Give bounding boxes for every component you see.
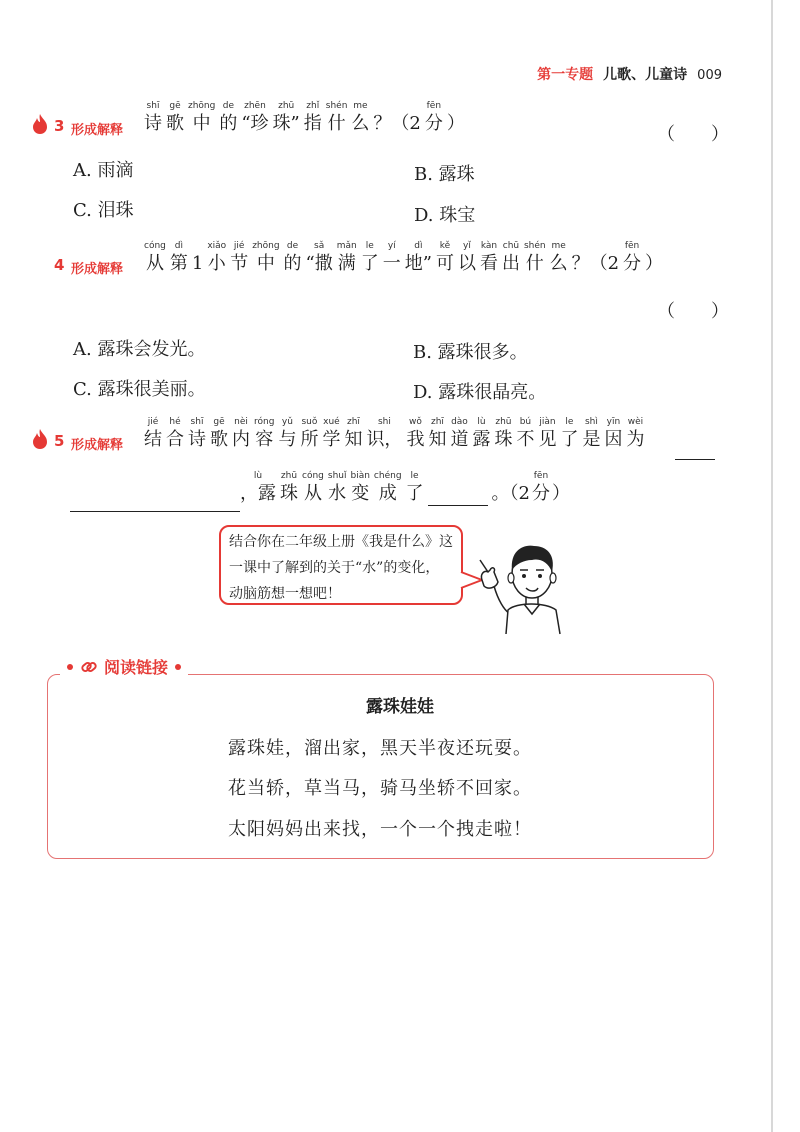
option-a[interactable]: A. 露珠会发光。 [73, 339, 206, 360]
poem-line: 花当轿，草当马，骑马坐轿不回家。 [228, 778, 532, 799]
pinyin-char: lù 露 [472, 417, 491, 450]
pinyin-char: le 了 [405, 471, 424, 504]
pinyin-char: suǒ 所 [300, 417, 319, 450]
answer-blank[interactable] [70, 493, 240, 512]
poem-title: 露珠娃娃 [366, 697, 434, 717]
link-icon [80, 658, 98, 676]
pinyin-char: 。（2 [491, 483, 530, 504]
pinyin-char: nèi 内 [232, 417, 250, 450]
section-label: 第一专题 [537, 67, 594, 83]
option-a[interactable]: A. 雨滴 [73, 160, 134, 181]
answer-paren[interactable]: （ ） [657, 124, 729, 145]
reading-tag [60, 655, 188, 678]
pinyin-char: chū 出 [501, 241, 520, 274]
question-tag: 形成解释 [71, 123, 124, 138]
poem-line: 太阳妈妈出来找，一个一个拽走啦！ [228, 819, 532, 840]
pinyin-char: zhū 珠” [272, 101, 300, 134]
option-d[interactable]: D. 珠宝 [414, 205, 476, 226]
pinyin-char: fēn 分 [531, 471, 550, 504]
pinyin-char: fēn 分 [623, 241, 642, 274]
pinyin-char: jié 结 [144, 417, 162, 450]
pinyin-char: shī 诗 [144, 101, 162, 134]
pinyin-char: róng 容 [254, 417, 275, 450]
pinyin-char: zhēn “珍 [241, 101, 269, 134]
flame-icon [32, 114, 48, 134]
pinyin-char: gē 歌 [210, 417, 228, 450]
pinyin-char: lù ，露 [240, 471, 276, 504]
pinyin-char: jiàn 见 [538, 417, 557, 450]
pinyin-char: cóng 从 [302, 471, 324, 504]
question-number: 3 [54, 117, 65, 135]
question-number: 5 [54, 432, 65, 450]
pinyin-char: de 的 [219, 101, 238, 134]
pinyin-char: shén 什 [325, 101, 348, 134]
pinyin-char: dì 地” [404, 241, 432, 274]
option-c[interactable]: C. 露珠很美丽。 [73, 379, 206, 400]
question-text-cont [240, 470, 572, 506]
page-edge [771, 0, 773, 1132]
pinyin-char: kàn 看 [479, 241, 498, 274]
question-tag: 形成解释 [71, 262, 124, 277]
pinyin-char: wǒ 我 [406, 417, 425, 450]
pinyin-char: ） [645, 253, 664, 274]
pinyin-char: xiǎo 小 [207, 241, 227, 274]
pinyin-char: bú 不 [516, 417, 535, 450]
dot-icon [66, 663, 74, 671]
pinyin-char: ） [551, 483, 570, 504]
pinyin-char: zhōng 中 [188, 101, 216, 134]
pinyin-char: shi 识， [366, 417, 403, 450]
pinyin-char: yīn 因 [604, 417, 623, 450]
pinyin-char: jié 节 [230, 241, 249, 274]
pinyin-char: kě 可 [435, 241, 454, 274]
option-c[interactable]: C. 泪珠 [73, 200, 134, 221]
reading-label: 阅读链接 [104, 658, 169, 677]
flame-icon [32, 429, 48, 449]
pinyin-char: shuǐ 水 [327, 471, 347, 504]
question-text [144, 240, 667, 276]
answer-blank[interactable] [675, 441, 715, 460]
pinyin-char: zhū 珠 [280, 471, 298, 504]
dot-icon [174, 663, 182, 671]
pinyin-char: de 的 [283, 241, 302, 274]
option-b[interactable]: B. 露珠很多。 [413, 342, 528, 363]
boy-illustration-icon [476, 530, 576, 635]
question-text [144, 416, 648, 452]
hint-bubble: 结合你在二年级上册《我是什么》这一课中了解到的关于“水”的变化，动脑筋想一想吧！ [219, 525, 463, 605]
option-d[interactable]: D. 露珠很晶亮。 [413, 382, 547, 403]
question-tag: 形成解释 [71, 438, 124, 453]
topic-label: 儿歌、儿童诗 [603, 67, 688, 83]
pinyin-char: ？（2 [571, 253, 620, 274]
pinyin-char: zhī 知 [428, 417, 447, 450]
pinyin-char: wèi 为 [626, 417, 645, 450]
pinyin-char: sǎ “撒 [305, 241, 333, 274]
pinyin-char: me 么 [549, 241, 568, 274]
pinyin-char: 1 [191, 253, 204, 274]
pinyin-char: me 么 [351, 101, 370, 134]
pinyin-char: yǔ 与 [278, 417, 297, 450]
pinyin-char: biàn 变 [350, 471, 370, 504]
pinyin-char: yǐ 以 [457, 241, 476, 274]
question-text [144, 100, 469, 136]
pinyin-char: zhū 珠 [494, 417, 513, 450]
pinyin-char: dào 道 [450, 417, 469, 450]
option-b[interactable]: B. 露珠 [414, 164, 475, 185]
pinyin-char: gē 歌 [166, 101, 184, 134]
pinyin-char: shī 诗 [188, 417, 206, 450]
poem-line: 露珠娃，溜出家，黑天半夜还玩耍。 [228, 738, 532, 759]
pinyin-char: chéng 成 [373, 471, 402, 504]
pinyin-char: shì 是 [582, 417, 601, 450]
page-number: 009 [697, 68, 722, 83]
pinyin-char: mǎn 满 [336, 241, 357, 274]
pinyin-char: ？（2 [373, 113, 421, 134]
pinyin-char: fēn 分 [424, 101, 443, 134]
pinyin-char: le 了 [360, 241, 379, 274]
pinyin-char: cóng 从 [144, 241, 166, 274]
page-header [537, 64, 722, 84]
pinyin-char: le 了 [560, 417, 579, 450]
pinyin-char: hé 合 [166, 417, 184, 450]
answer-paren[interactable]: （ ） [657, 301, 729, 322]
pinyin-char: yí 一 [382, 241, 401, 274]
pinyin-char: ） [446, 113, 465, 134]
pinyin-char: dì 第 [169, 241, 188, 274]
answer-blank[interactable] [428, 487, 488, 506]
pinyin-char: zhǐ 指 [303, 101, 322, 134]
pinyin-char: zhōng 中 [252, 241, 280, 274]
pinyin-char: shén 什 [523, 241, 546, 274]
pinyin-char: zhī 知 [344, 417, 363, 450]
pinyin-char: xué 学 [322, 417, 341, 450]
question-number: 4 [54, 256, 65, 274]
